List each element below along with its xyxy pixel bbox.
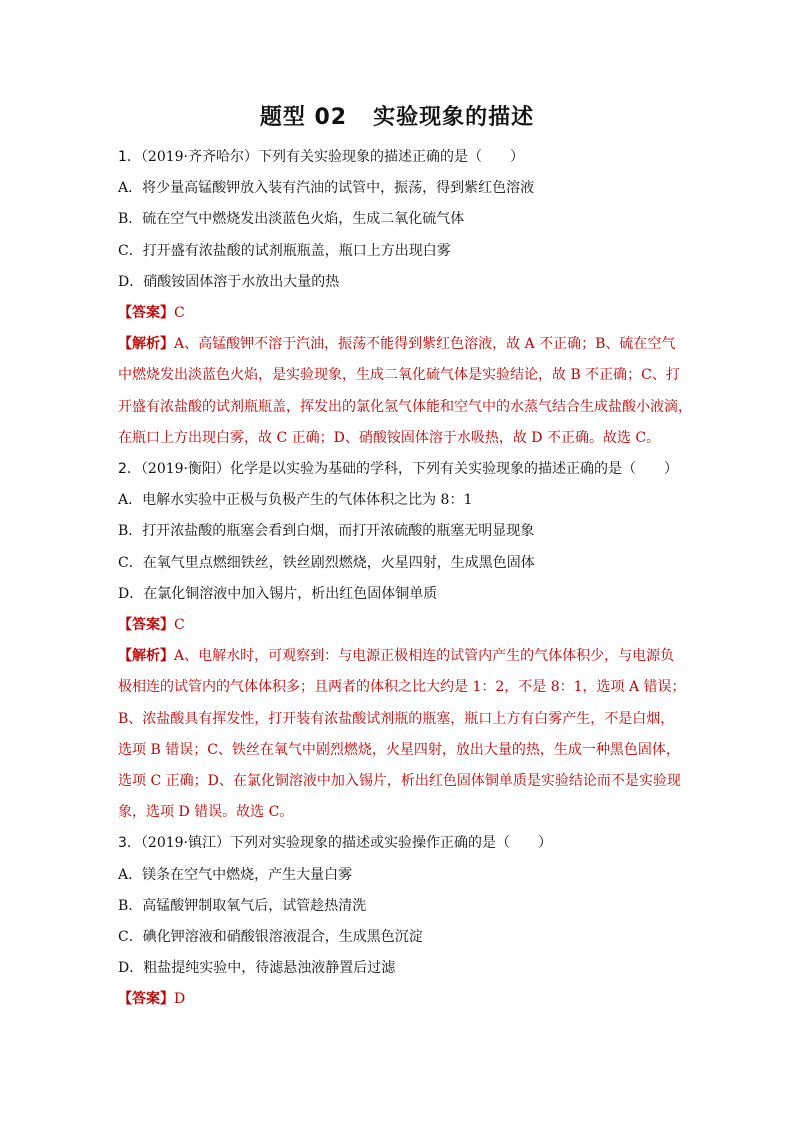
option-a: A．将少量高锰酸钾放入装有汽油的试管中，振荡，得到紫红色溶液	[118, 180, 535, 197]
title-main: 实验现象的描述	[373, 105, 535, 130]
explanation: 【解析】A、高锰酸钾不溶于汽油，振荡不能得到紫红色溶液，故 A 不正确；B、硫在空气 中燃烧发出淡蓝色火焰，是实验现象，生成二氧化硫气体是实验结论，故 B 不正确；C、打 开盛有浓盐酸的试剂瓶瓶盖，挥发出的氯化氢气体能和空气中的水蒸气结合生成盐酸小液滴， 在瓶口上方出现白雾，故 C 正确；D、硝酸铵固体溶于水吸热，故 D 不正确。故选 C。	[118, 336, 692, 446]
answer: 【答案】C	[118, 617, 185, 634]
page-title	[0, 100, 794, 131]
option-d: D．硝酸铵固体溶于水放出大量的热	[118, 273, 340, 290]
option-b: B．高锰酸钾制取氧气后，试管趁热清洗	[118, 897, 367, 914]
option-b: B．硫在空气中燃烧发出淡蓝色火焰，生成二氧化硫气体	[118, 211, 465, 228]
question-stem: 1．（2019·齐齐哈尔）下列有关实验现象的描述正确的是（ ）	[118, 149, 525, 165]
option-b: B．打开浓盐酸的瓶塞会看到白烟，而打开浓硫酸的瓶塞无明显现象	[118, 523, 535, 540]
explanation: 【解析】A、电解水时，可观察到：与电源正极相连的试管内产生的气体体积少，与电源负 极相连的试管内的气体体积多；且两者的体积之比大约是 1：2，不是 8：1，选项 A 错误； B、浓盐酸具有挥发性，打开装有浓盐酸试剂瓶的瓶塞，瓶口上方有白雾产生，不是白烟， 选项 B 错误；C、铁丝在氧气中剧烈燃烧，火星四射，放出大量的热，生成一种黑色固体， 选项 C 正确；D、在氯化铜溶液中加入锡片，析出红色固体铜单质是实验结论而不是实验现 象，选项 D 错误。故选 C。	[118, 648, 686, 821]
title-prefix: 题型 02	[259, 105, 348, 130]
option-c: C．在氧气里点燃细铁丝，铁丝剧烈燃烧，火星四射，生成黑色固体	[118, 554, 535, 571]
answer: 【答案】C	[118, 305, 185, 322]
question-stem: 2．（2019·衡阳）化学是以实验为基础的学科，下列有关实验现象的描述正确的是（ ）	[118, 461, 679, 478]
option-d: D．在氯化铜溶液中加入锡片，析出红色固体铜单质	[118, 585, 438, 602]
option-c: C．碘化钾溶液和硝酸银溶液混合，生成黑色沉淀	[118, 929, 423, 946]
answer: 【答案】D	[118, 991, 186, 1008]
option-a: A．电解水实验中正极与负极产生的气体体积之比为 8：1	[118, 492, 473, 509]
option-c: C．打开盛有浓盐酸的试剂瓶瓶盖，瓶口上方出现白雾	[118, 242, 451, 259]
question-list	[118, 142, 692, 1016]
option-d: D．粗盐提纯实验中，待滤悬浊液静置后过滤	[118, 960, 396, 977]
question-stem: 3．（2019·镇江）下列对实验现象的描述或实验操作正确的是（ ）	[118, 835, 553, 852]
option-a: A．镁条在空气中燃烧，产生大量白雾	[118, 866, 353, 883]
